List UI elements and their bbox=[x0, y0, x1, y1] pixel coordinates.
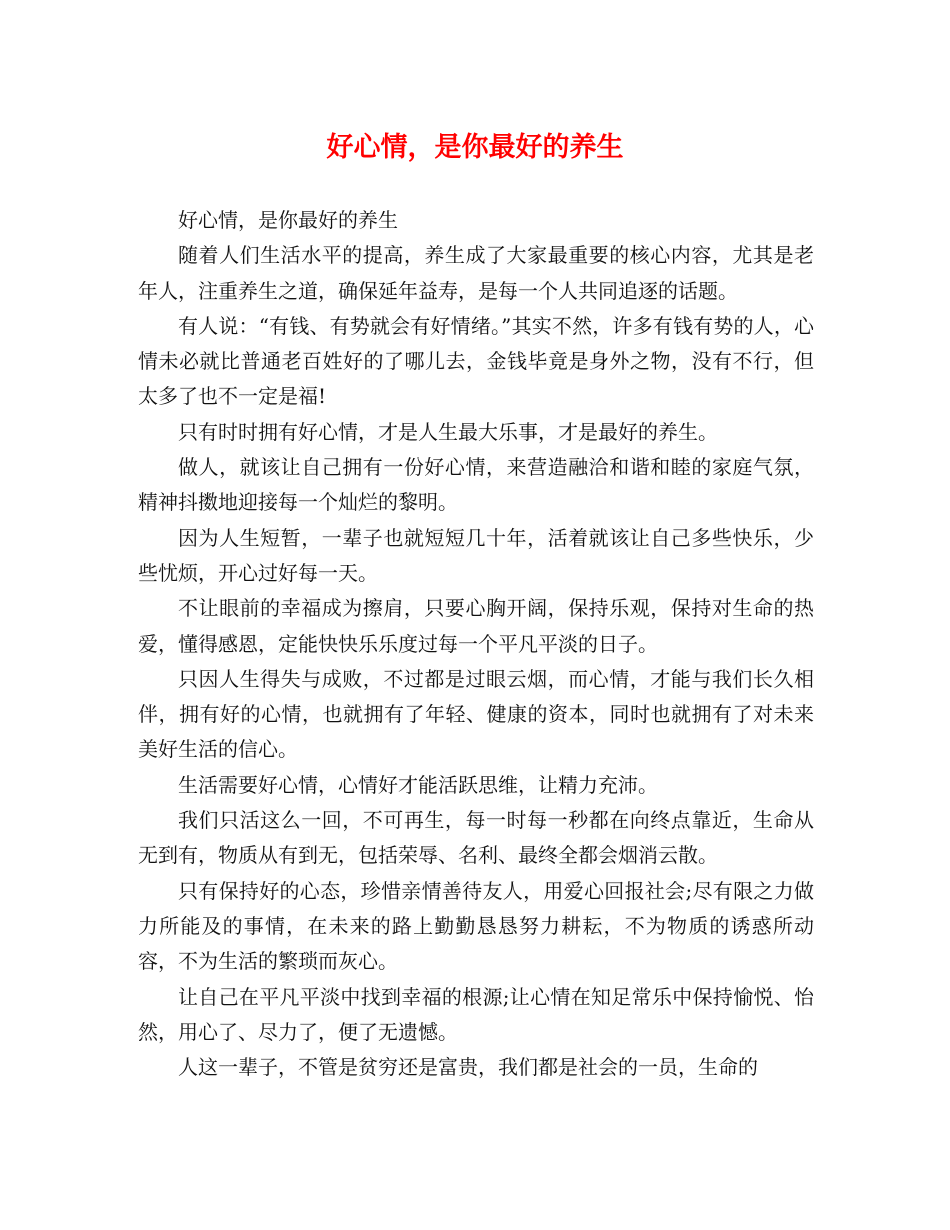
paragraph: 随着人们生活水平的提高，养生成了大家最重要的核心内容，尤其是老年人，注重养生之道，确保延年益寿，是每一个人共同追逐的话题。 bbox=[138, 243, 814, 303]
paragraph: 只因人生得失与成败，不过都是过眼云烟，而心情，才能与我们长久相伴，拥有好的心情，也就拥有了年轻、健康的资本，同时也就拥有了对未来美好生活的信心。 bbox=[138, 666, 814, 762]
paragraph: 做人，就该让自己拥有一份好心情，来营造融洽和谐和睦的家庭气氛，精神抖擞地迎接每一个灿烂的黎明。 bbox=[138, 455, 814, 515]
paragraph: 因为人生短暂，一辈子也就短短几十年，活着就该让自己多些快乐，少些忧烦，开心过好每一天。 bbox=[138, 525, 814, 585]
paragraph: 好心情，是你最好的养生 bbox=[178, 208, 398, 232]
paragraph: 有人说：“有钱、有势就会有好情绪。”其实不然，许多有钱有势的人，心情未必就比普通老百姓好的了哪儿去，金钱毕竟是身外之物，没有不行，但太多了也不一定是福! bbox=[138, 313, 814, 409]
paragraph: 我们只活这么一回，不可再生，每一时每一秒都在向终点靠近，生命从无到有，物质从有到无，包括荣辱、名利、最终全都会烟消云散。 bbox=[138, 808, 814, 868]
paragraph: 只有保持好的心态，珍惜亲情善待友人，用爱心回报社会;尽有限之力做力所能及的事情，在未来的路上勤勤恳恳努力耕耘，不为物质的诱惑所动容，不为生活的繁琐而灰心。 bbox=[138, 878, 814, 974]
document-body bbox=[138, 203, 814, 1085]
paragraph: 只有时时拥有好心情，才是人生最大乐事，才是最好的养生。 bbox=[178, 419, 718, 444]
paragraph: 让自己在平凡平淡中找到幸福的根源;让心情在知足常乐中保持愉悦、怡然，用心了、尽力了，便了无遗憾。 bbox=[138, 984, 814, 1044]
paragraph: 不让眼前的幸福成为擦肩，只要心胸开阔，保持乐观，保持对生命的热爱，懂得感恩，定能快快乐乐度过每一个平凡平淡的日子。 bbox=[138, 596, 814, 656]
document-title: 好心情，是你最好的养生 bbox=[326, 132, 624, 163]
paragraph: 人这一辈子，不管是贫穷还是富贵，我们都是社会的一员，生命的 bbox=[178, 1055, 758, 1080]
paragraph: 生活需要好心情，心情好才能活跃思维，让精力充沛。 bbox=[178, 772, 658, 797]
